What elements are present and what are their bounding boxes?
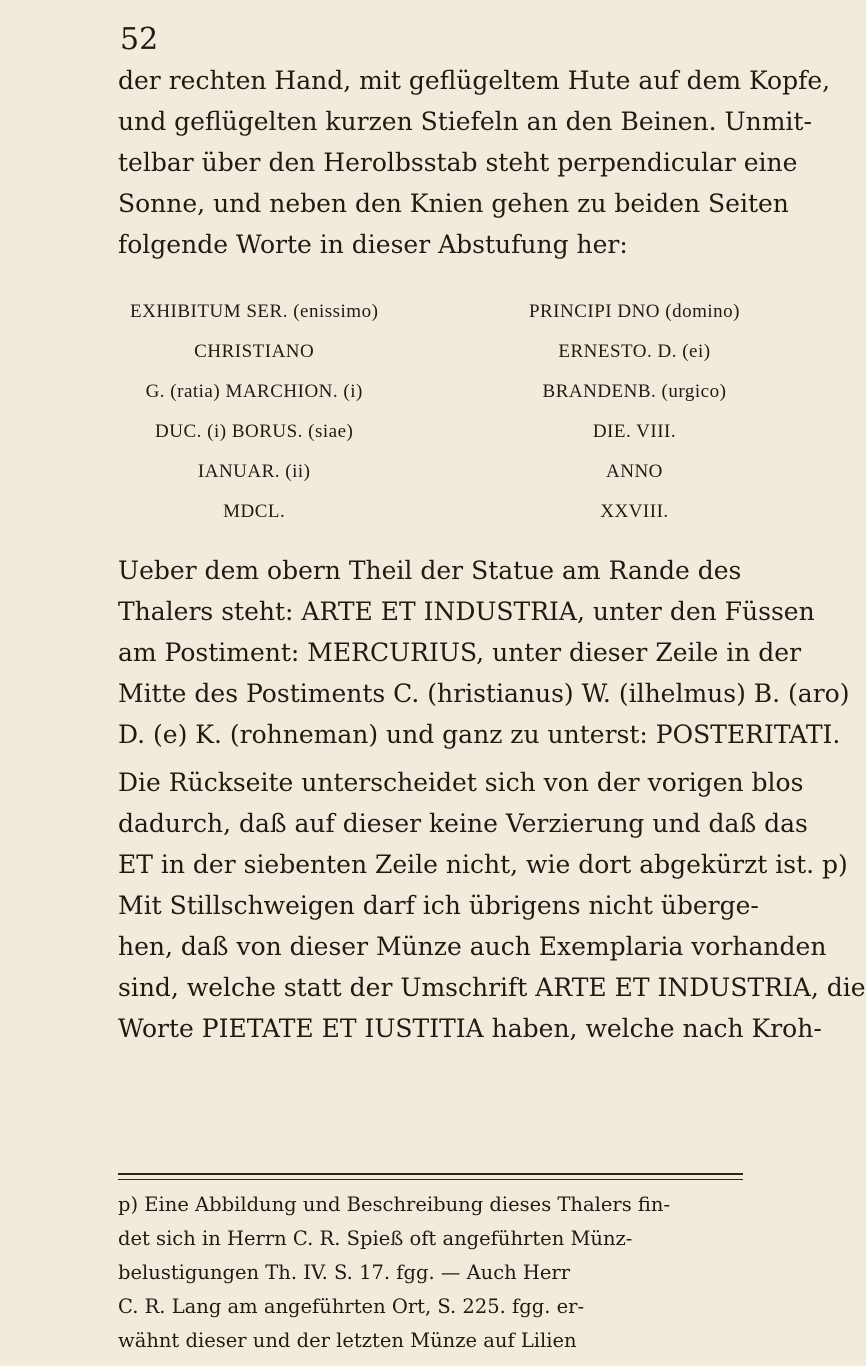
intro-paragraph <box>118 60 831 265</box>
footnote-line: wähnt dieser und der letzten Münze auf Lilien <box>118 1329 577 1352</box>
footnote-line: C. R. Lang am angeführten Ort, S. 225. fgg. er- <box>118 1295 585 1318</box>
text-line: ET in der siebenten Zeile nicht, wie dort abgekürzt ist. p) <box>118 850 848 879</box>
text-line: am Postiment: MERCURIUS, unter dieser Zeile in der <box>118 638 802 667</box>
text-line: dadurch, daß auf dieser keine Verzierung und daß das <box>118 809 808 838</box>
inscription-line: BRANDENB. (urgico) <box>542 381 727 402</box>
page-number: 52 <box>120 22 159 57</box>
footnote-divider-thin <box>118 1179 743 1180</box>
footnote-line: det sich in Herrn C. R. Spieß oft angeführten Münz- <box>118 1227 633 1250</box>
inscription-line: G. (ratia) MARCHION. (i) <box>145 381 363 402</box>
inscription-left-column <box>130 292 378 532</box>
text-line: D. (e) K. (rohneman) und ganz zu unterst: POSTERITATI. <box>118 720 841 749</box>
text-line: telbar über den Herolbsstab steht perpendicular eine <box>118 148 798 177</box>
inscription-line: DIE. VIII. <box>592 421 677 442</box>
text-line: hen, daß von dieser Münze auch Exemplaria vorhanden <box>118 932 827 961</box>
inscription-line: CHRISTIANO <box>194 341 315 362</box>
statue-paragraph <box>118 550 850 755</box>
text-line: Mitte des Postiments C. (hristianus) W. (ilhelmus) B. (aro) <box>118 679 850 708</box>
coin-inscription <box>130 292 740 532</box>
text-line: Thalers steht: ARTE ET INDUSTRIA, unter den Füssen <box>118 597 815 626</box>
inscription-line: IANUAR. (ii) <box>197 461 311 482</box>
inscription-line: DUC. (i) BORUS. (siae) <box>155 421 354 442</box>
text-line: folgende Worte in dieser Abstufung her: <box>118 230 628 259</box>
inscription-line: MDCL. <box>223 501 286 522</box>
text-line: und geflügelten kurzen Stiefeln an den Beinen. Unmit- <box>118 107 812 136</box>
inscription-right-column <box>529 292 740 532</box>
inscription-line: EXHIBITUM SER. (enissimo) <box>130 301 379 322</box>
inscription-line: XXVIII. <box>600 501 669 522</box>
footnote-line: p) Eine Abbildung und Beschreibung dieses Thalers fin- <box>118 1193 671 1216</box>
footnote <box>118 1188 748 1358</box>
text-line: Die Rückseite unterscheidet sich von der vorigen blos <box>118 768 804 797</box>
text-line: sind, welche statt der Umschrift ARTE ET INDUSTRIA, die <box>118 973 866 1002</box>
inscription-line: ANNO <box>606 461 663 482</box>
text-line: Ueber dem obern Theil der Statue am Rande des <box>118 556 742 585</box>
text-line: Sonne, und neben den Knien gehen zu beiden Seiten <box>118 189 789 218</box>
reverse-side-paragraph <box>118 762 848 885</box>
inscription-line: ERNESTO. D. (ei) <box>558 341 711 362</box>
variant-coins-paragraph <box>118 885 866 1049</box>
text-line: der rechten Hand, mit geflügeltem Hute auf dem Kopfe, <box>118 66 831 95</box>
footnote-divider <box>118 1173 743 1175</box>
text-line: Mit Stillschweigen darf ich übrigens nicht überge- <box>118 891 759 920</box>
footnote-line: belustigungen Th. IV. S. 17. fgg. — Auch Herr <box>118 1261 571 1284</box>
text-line: Worte PIETATE ET IUSTITIA haben, welche nach Kroh- <box>118 1014 822 1043</box>
inscription-line: PRINCIPI DNO (domino) <box>528 301 740 322</box>
